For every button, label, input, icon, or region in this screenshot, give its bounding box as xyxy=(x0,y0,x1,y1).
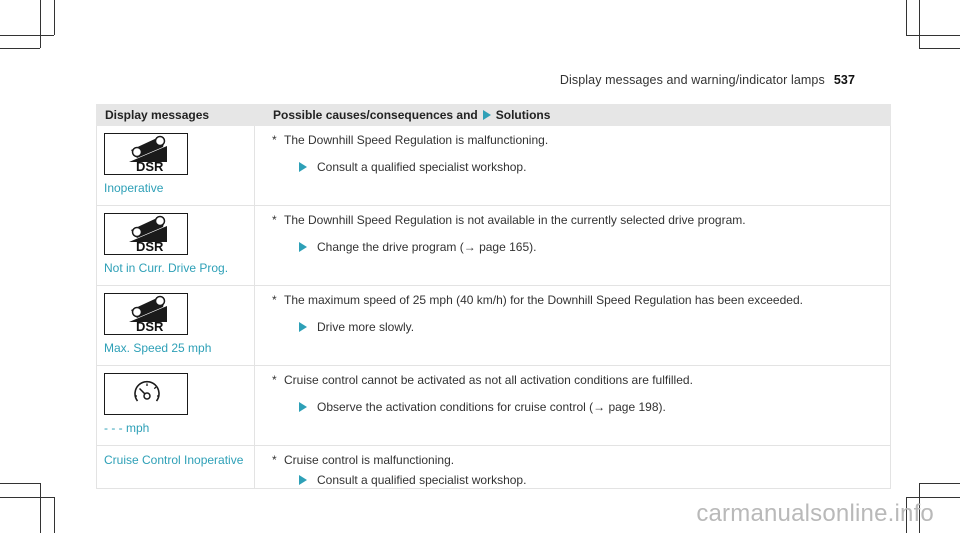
col-header-causes-text: Possible causes/consequences and xyxy=(273,108,478,122)
solution-arrow-icon xyxy=(299,242,307,252)
crop-mark xyxy=(906,497,960,498)
crop-mark xyxy=(906,35,960,36)
crop-mark xyxy=(0,48,40,49)
dsr-downhill-vehicle-icon xyxy=(104,293,188,335)
crop-mark xyxy=(0,497,54,498)
dsr-downhill-vehicle-icon xyxy=(104,213,188,255)
solution-arrow-icon xyxy=(299,402,307,412)
bullet-star: * xyxy=(272,373,277,387)
message-label: Max. Speed 25 mph xyxy=(104,341,212,355)
crop-mark xyxy=(906,0,907,35)
table-header-row xyxy=(97,105,891,126)
cause-solution-cell xyxy=(255,126,891,206)
cause-text: Cruise control is malfunctioning. xyxy=(284,453,455,467)
crop-mark xyxy=(919,483,960,484)
crop-mark xyxy=(40,483,41,533)
cause-solution-cell xyxy=(255,366,891,446)
dsr-icon-text: DSR xyxy=(136,319,164,334)
solution-text: Consult a qualified specialist workshop. xyxy=(317,160,527,174)
message-label: - - - mph xyxy=(104,421,150,435)
solution-text: Consult a qualified specialist workshop. xyxy=(317,473,527,487)
cause-text: Cruise control cannot be activated as not all activation conditions are fulfilled. xyxy=(284,373,693,387)
solution-arrow-icon xyxy=(299,162,307,172)
cause-text: The Downhill Speed Regulation is malfunctioning. xyxy=(284,133,549,147)
solution-text: Drive more slowly. xyxy=(317,320,415,334)
dsr-downhill-vehicle-icon xyxy=(104,133,188,175)
cause-item xyxy=(272,132,890,148)
message-cell xyxy=(97,366,255,446)
solution-text: Observe the activation conditions for cruise control (→ page 198). xyxy=(317,400,666,414)
cause-item xyxy=(272,292,890,308)
message-cell xyxy=(97,206,255,286)
cause-item xyxy=(272,372,890,388)
section-title: Display messages and warning/indicator lamps xyxy=(559,73,825,87)
bullet-star: * xyxy=(272,293,277,307)
cause-solution-cell xyxy=(255,286,891,366)
table-row xyxy=(97,126,891,206)
col-header-causes-solutions xyxy=(255,105,891,126)
solution-text: Change the drive program (→ page 165). xyxy=(317,240,537,254)
table-row xyxy=(97,286,891,366)
message-cell xyxy=(97,286,255,366)
table-row xyxy=(97,206,891,286)
solution-item xyxy=(272,472,890,488)
crop-mark xyxy=(54,497,55,533)
message-cell xyxy=(97,446,255,489)
cause-item xyxy=(272,212,890,228)
solution-item xyxy=(272,239,890,255)
cause-text: The maximum speed of 25 mph (40 km/h) for the Downhill Speed Regulation has been exceeded. xyxy=(284,293,803,307)
message-label: Not in Curr. Drive Prog. xyxy=(104,261,229,275)
crop-mark xyxy=(919,48,960,49)
solution-item xyxy=(272,319,890,335)
bullet-star: * xyxy=(272,133,277,147)
cause-text: The Downhill Speed Regulation is not available in the currently selected drive program. xyxy=(284,213,746,227)
solution-item xyxy=(272,159,890,175)
col-header-solutions-text: Solutions xyxy=(495,108,551,122)
crop-mark xyxy=(919,0,920,48)
crop-mark xyxy=(0,483,40,484)
solution-arrow-icon xyxy=(299,322,307,332)
solution-arrow-icon xyxy=(483,110,491,120)
bullet-star: * xyxy=(272,213,277,227)
cause-solution-cell xyxy=(255,446,891,489)
message-label: Cruise Control Inoperative xyxy=(104,453,244,467)
crop-mark xyxy=(0,35,54,36)
running-header xyxy=(560,73,855,87)
speedometer-icon xyxy=(104,373,188,415)
crop-mark xyxy=(40,0,41,48)
cause-solution-cell xyxy=(255,206,891,286)
dsr-icon-text: DSR xyxy=(136,239,164,254)
cause-item xyxy=(272,452,890,468)
table-row xyxy=(97,366,891,446)
col-header-display-messages: Display messages xyxy=(97,105,255,126)
solution-item xyxy=(272,399,890,415)
bullet-star: * xyxy=(272,453,277,467)
display-messages-table xyxy=(96,104,891,489)
message-label: Inoperative xyxy=(104,181,164,195)
crop-mark xyxy=(54,0,55,35)
page-number: 537 xyxy=(833,73,855,87)
watermark: carmanualsonline.info xyxy=(696,500,934,527)
solution-arrow-icon xyxy=(299,475,307,485)
dsr-icon-text: DSR xyxy=(136,159,164,174)
message-cell xyxy=(97,126,255,206)
table-row xyxy=(97,446,891,489)
